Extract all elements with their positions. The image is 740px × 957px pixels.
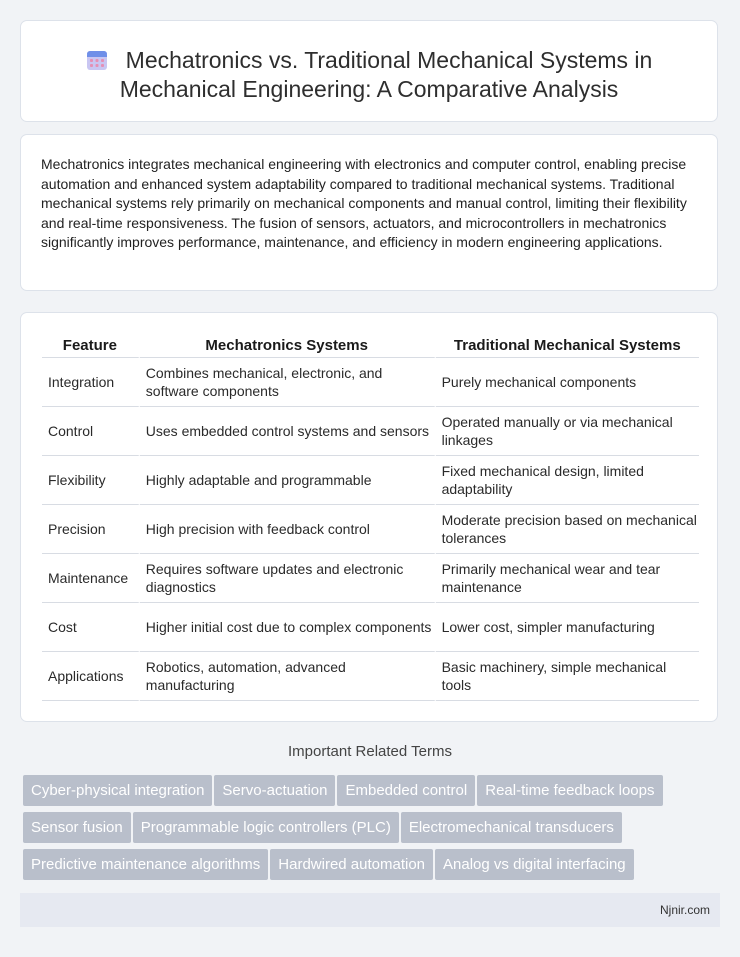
related-term-tag[interactable]: Sensor fusion (23, 812, 131, 843)
footer-site-link[interactable]: Njnir.com (659, 903, 710, 917)
comparison-table (42, 333, 699, 701)
traditional-cell: Operated manually or via mechanical linkages (436, 407, 699, 456)
related-term-tag[interactable]: Cyber-physical integration (23, 775, 212, 806)
feature-cell: Control (42, 407, 140, 456)
related-term-tag[interactable]: Servo-actuation (214, 775, 335, 806)
table-row (42, 652, 699, 701)
feature-cell: Cost (42, 603, 140, 652)
footer (20, 893, 720, 927)
table-row (42, 505, 699, 554)
header-traditional: Traditional Mechanical Systems (436, 333, 699, 358)
traditional-cell: Moderate precision based on mechanical tolerances (436, 505, 699, 554)
related-term-tag[interactable]: Hardwired automation (270, 849, 433, 880)
related-term-tag[interactable]: Electromechanical transducers (401, 812, 622, 843)
feature-cell: Flexibility (42, 456, 140, 505)
related-terms-heading: Important Related Terms (288, 743, 452, 760)
intro-paragraph: Mechatronics integrates mechanical engineering with electronics and computer control, enabling precise automation and enhanced system adaptability compared to traditional mechanical systems. Traditional mechanical systems rely primarily on mechanical components and manual control, limiting their flexibility and real-time responsiveness. The fusion of sensors, actuators, and microcontrollers in mechatronics significantly improves performance, maintenance, and efficiency in modern engineering applications. (41, 156, 687, 251)
mechatronics-cell: Uses embedded control systems and sensors (140, 407, 436, 456)
related-terms-list (23, 775, 723, 886)
feature-cell: Maintenance (42, 554, 140, 603)
related-term-tag[interactable]: Embedded control (337, 775, 475, 806)
traditional-cell: Fixed mechanical design, limited adaptability (436, 456, 699, 505)
feature-cell: Applications (42, 652, 140, 701)
feature-cell: Integration (42, 358, 140, 407)
title-line-2: Mechanical Engineering: A Comparative Analysis (119, 76, 619, 102)
title-line-1: Mechatronics vs. Traditional Mechanical Systems in (125, 47, 653, 73)
table-header-row (42, 333, 699, 358)
mechatronics-cell: Higher initial cost due to complex components (140, 603, 436, 652)
table-row (42, 407, 699, 456)
table-row (42, 554, 699, 603)
comparison-table-card (20, 312, 718, 722)
table-row (42, 603, 699, 652)
header-feature: Feature (42, 333, 140, 358)
traditional-cell: Lower cost, simpler manufacturing (436, 603, 699, 652)
mechatronics-cell: Highly adaptable and programmable (140, 456, 436, 505)
related-term-tag[interactable]: Predictive maintenance algorithms (23, 849, 268, 880)
mechatronics-cell: Requires software updates and electronic diagnostics (140, 554, 436, 603)
traditional-cell: Primarily mechanical wear and tear maintenance (436, 554, 699, 603)
traditional-cell: Purely mechanical components (436, 358, 699, 407)
related-term-tag[interactable]: Analog vs digital interfacing (435, 849, 634, 880)
mechatronics-cell: High precision with feedback control (140, 505, 436, 554)
related-term-tag[interactable]: Real-time feedback loops (477, 775, 662, 806)
traditional-cell: Basic machinery, simple mechanical tools (436, 652, 699, 701)
table-row (42, 456, 699, 505)
calendar-icon (86, 49, 108, 71)
intro-card (20, 134, 718, 291)
mechatronics-cell: Robotics, automation, advanced manufacturing (140, 652, 436, 701)
title-card (20, 20, 718, 122)
table-row (42, 358, 699, 407)
related-term-tag[interactable]: Programmable logic controllers (PLC) (133, 812, 399, 843)
page-title (21, 46, 717, 104)
mechatronics-cell: Combines mechanical, electronic, and software components (140, 358, 436, 407)
header-mechatronics: Mechatronics Systems (140, 333, 436, 358)
feature-cell: Precision (42, 505, 140, 554)
